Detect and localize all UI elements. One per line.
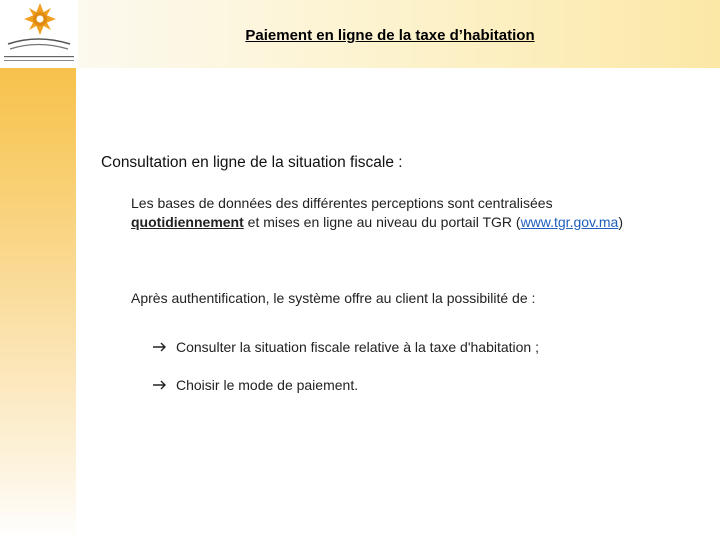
bullet-item-payment bbox=[152, 377, 358, 393]
paragraph-text-3: ) bbox=[618, 214, 624, 230]
paragraph-text-2: et mises en ligne au niveau du portail TGR ( bbox=[243, 214, 521, 230]
arrow-right-icon bbox=[152, 341, 168, 353]
bullet-item-consult bbox=[152, 339, 539, 355]
logo-emblem-icon bbox=[0, 0, 78, 68]
arrow-right-icon bbox=[152, 379, 168, 391]
side-bar bbox=[0, 68, 76, 540]
bullet-text: Consulter la situation fiscale relative à la taxe d'habitation ; bbox=[176, 339, 539, 355]
tgr-portal-link[interactable]: www.tgr.gov.ma bbox=[520, 214, 619, 230]
page-title: Paiement en ligne de la taxe d’habitation bbox=[245, 27, 535, 44]
paragraph-authentication: Après authentification, le système offre au client la possibilité de : bbox=[131, 290, 536, 306]
emphasis-quotidiennement: quotidiennement bbox=[131, 214, 244, 230]
tgr-logo bbox=[0, 0, 78, 68]
paragraph-text-1: Les bases de données des différentes perceptions sont centralisées bbox=[131, 195, 553, 211]
paragraph-description bbox=[131, 194, 651, 232]
bullet-text: Choisir le mode de paiement. bbox=[176, 377, 359, 393]
section-heading: Consultation en ligne de la situation fiscale : bbox=[101, 154, 403, 171]
